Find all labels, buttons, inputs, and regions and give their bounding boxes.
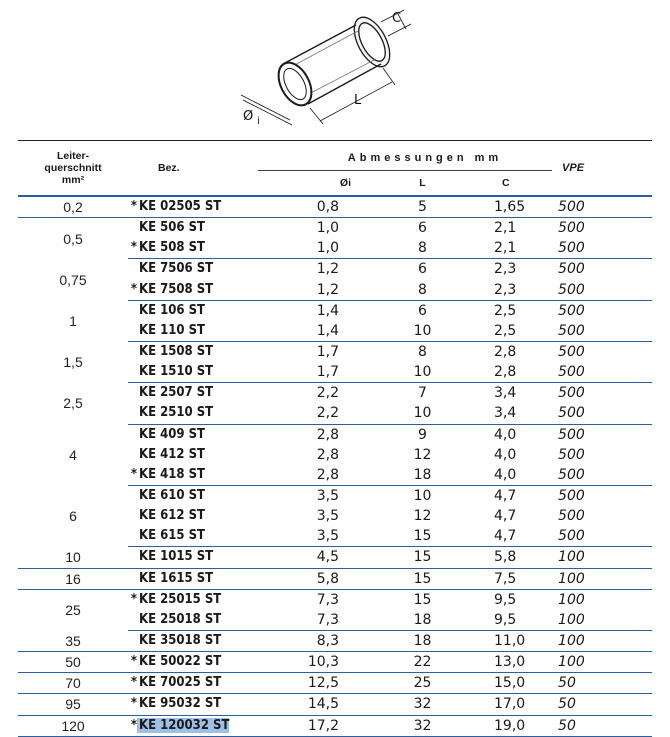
cell-vpe: 500	[558, 302, 585, 319]
cell-c: 13,0	[494, 652, 552, 673]
article-code: KE 615 ST	[139, 528, 206, 544]
cell-vpe: 100	[552, 547, 652, 568]
cell-l: 22	[351, 652, 494, 673]
cell-l: 6	[418, 261, 427, 278]
article-code: KE 418 ST	[139, 466, 206, 482]
cell-c: 2,3	[494, 280, 552, 301]
cell-bez	[128, 445, 238, 465]
cell-vpe: 500	[552, 321, 652, 342]
cell-c: 1,65	[494, 196, 552, 218]
cell-l: 5	[351, 196, 494, 218]
cell-l: 18	[351, 630, 494, 651]
table-row	[18, 300, 652, 321]
article-code: KE 106 ST	[139, 302, 206, 318]
cell-querschnitt: 10	[18, 547, 128, 568]
cell-l: 12	[413, 446, 432, 463]
table-row	[18, 547, 652, 568]
cell-bez	[128, 485, 238, 506]
cell-vpe: 500	[558, 344, 585, 361]
table-row	[18, 424, 652, 445]
cell-l: 8	[351, 280, 494, 301]
cell-querschnitt: 70	[18, 673, 128, 694]
article-code: KE 7508 ST	[139, 281, 214, 297]
cell-bez	[128, 341, 238, 362]
cell-vpe: 500	[558, 488, 585, 505]
cell-bez	[128, 403, 238, 424]
cell-bez	[128, 424, 238, 445]
cell-di: 7,3	[316, 591, 339, 608]
cell-di: 1,0	[316, 220, 339, 237]
cell-bez	[128, 568, 238, 589]
cell-querschnitt: 35	[18, 630, 128, 651]
article-code: KE 612 ST	[139, 508, 206, 524]
star-marker: *	[130, 281, 137, 297]
label-di: Ø	[243, 109, 254, 124]
table-row	[18, 218, 652, 239]
table-row	[18, 568, 652, 589]
star-marker: *	[130, 199, 137, 215]
table-row	[18, 673, 652, 694]
article-code: KE 110 ST	[139, 322, 206, 338]
star-marker: *	[130, 717, 137, 733]
cell-bez	[128, 259, 238, 280]
article-code: KE 120032 ST	[139, 717, 230, 733]
cell-bez	[128, 238, 238, 259]
star-marker: *	[130, 696, 137, 712]
cell-l: 15	[351, 526, 494, 547]
cell-vpe: 500	[552, 280, 652, 301]
article-code: KE 2507 ST	[139, 385, 214, 401]
cell-c: 2,5	[494, 302, 517, 319]
cell-di: 5,8	[238, 568, 351, 589]
table-row	[18, 715, 652, 736]
star-marker: *	[130, 466, 137, 482]
cell-vpe: 100	[552, 610, 652, 631]
cell-l: 10	[351, 403, 494, 424]
article-code: KE 02505 ST	[139, 199, 222, 215]
cell-vpe: 500	[558, 385, 585, 402]
cell-l: 32	[351, 694, 494, 715]
cell-bez	[128, 218, 238, 239]
cell-di: 8,3	[238, 630, 351, 651]
table-row	[18, 196, 652, 218]
article-code: KE 50022 ST	[139, 654, 222, 670]
cell-di: 1,4	[316, 302, 339, 319]
cell-c: 19,0	[494, 715, 552, 736]
table-row	[18, 383, 652, 404]
cell-di: 14,5	[238, 694, 351, 715]
cell-bez	[128, 715, 238, 736]
cell-l: 6	[418, 302, 427, 319]
cell-l: 10	[413, 488, 432, 505]
cell-l: 9	[418, 426, 427, 443]
cell-c: 2,1	[494, 238, 552, 259]
cell-vpe: 50	[552, 715, 652, 736]
cell-bez	[128, 630, 238, 651]
cell-l: 12	[413, 508, 432, 525]
cell-bez	[128, 300, 238, 321]
cell-querschnitt: 0,2	[18, 196, 128, 218]
cell-bez	[128, 652, 238, 673]
table-row	[18, 485, 652, 506]
cell-c: 2,1	[494, 220, 517, 237]
header-querschnitt-text: Leiter- querschnitt mm²	[44, 150, 102, 186]
cell-c: 4,7	[494, 526, 552, 547]
cell-bez	[128, 506, 238, 526]
article-code: KE 1508 ST	[139, 344, 214, 360]
star-marker: *	[130, 240, 137, 256]
table-row	[18, 630, 652, 651]
cell-l: 32	[351, 715, 494, 736]
cell-c: 2,8	[494, 344, 517, 361]
cell-di: 3,5	[316, 488, 339, 505]
cell-bez	[128, 673, 238, 694]
cell-vpe: 500	[558, 220, 585, 237]
star-marker: *	[130, 675, 137, 691]
cell-c: 11,0	[494, 630, 552, 651]
cell-querschnitt: 16	[18, 568, 128, 589]
cell-di: 1,7	[316, 344, 339, 361]
cell-c: 2,5	[494, 321, 552, 342]
article-code: KE 1015 ST	[139, 549, 214, 565]
cell-bez	[128, 280, 238, 301]
cell-c: 3,4	[494, 403, 552, 424]
cell-c: 9,5	[494, 591, 517, 608]
star-marker: *	[130, 654, 137, 670]
cell-querschnitt: 1	[69, 312, 77, 329]
cell-c: 5,8	[494, 547, 552, 568]
table-row	[18, 694, 652, 715]
cell-bez	[128, 321, 238, 342]
cell-querschnitt: 6	[69, 508, 77, 525]
cell-l: 25	[351, 673, 494, 694]
cell-c: 17,0	[494, 694, 552, 715]
article-code: KE 25018 ST	[139, 611, 222, 627]
cell-l: 15	[351, 547, 494, 568]
cell-c: 9,5	[494, 610, 552, 631]
cell-bez	[128, 383, 238, 404]
cell-bez	[128, 589, 238, 610]
cell-querschnitt: 0,75	[59, 271, 87, 288]
cell-querschnitt: 95	[18, 694, 128, 715]
cell-bez	[128, 465, 238, 486]
table-row	[18, 652, 652, 673]
cell-c: 15,0	[494, 673, 552, 694]
article-code: KE 508 ST	[139, 240, 206, 256]
article-code: KE 7506 ST	[139, 261, 214, 277]
header-abmessungen-text: Abmessungen mm	[347, 152, 503, 164]
cell-vpe: 500	[552, 403, 652, 424]
cell-vpe: 50	[552, 694, 652, 715]
star-marker: *	[130, 591, 137, 607]
cell-c: 4,7	[494, 488, 517, 505]
ferrule-table	[18, 140, 652, 737]
cell-querschnitt: 25	[65, 602, 81, 619]
cell-vpe: 500	[552, 238, 652, 259]
cell-di: 2,8	[316, 426, 339, 443]
cell-l: 10	[351, 321, 494, 342]
cell-bez	[128, 694, 238, 715]
cell-l: 18	[351, 465, 494, 486]
header-di: Øi	[238, 171, 351, 196]
cell-c: 2,3	[494, 261, 517, 278]
cell-bez	[128, 526, 238, 547]
cell-c: 7,5	[494, 568, 552, 589]
cell-di: 1,7	[238, 362, 351, 383]
label-l: L	[354, 93, 362, 108]
cell-querschnitt: 0,5	[63, 230, 83, 247]
cell-di: 3,5	[238, 526, 351, 547]
article-code: KE 1615 ST	[139, 570, 214, 586]
cell-c: 3,4	[494, 385, 517, 402]
cell-vpe: 50	[552, 673, 652, 694]
cell-l: 6	[418, 220, 427, 237]
header-vpe: VPE	[552, 141, 652, 197]
cell-di: 10,3	[238, 652, 351, 673]
cell-bez	[128, 196, 238, 218]
cell-querschnitt: 2,5	[63, 395, 83, 412]
cell-vpe: 500	[552, 526, 652, 547]
label-di-sub: i	[257, 116, 260, 127]
cell-l: 18	[351, 610, 494, 631]
cell-l: 15	[351, 568, 494, 589]
table-body	[18, 196, 652, 736]
cell-l: 15	[413, 591, 432, 608]
article-code: KE 409 ST	[139, 426, 206, 442]
cell-vpe: 500	[558, 426, 585, 443]
cell-c: 2,8	[494, 362, 552, 383]
article-code: KE 610 ST	[139, 488, 206, 504]
article-code: KE 35018 ST	[139, 633, 222, 649]
cell-c: 4,0	[494, 465, 552, 486]
table-row	[18, 341, 652, 362]
table-row	[18, 259, 652, 280]
label-c: C	[392, 11, 402, 26]
cell-l: 8	[351, 238, 494, 259]
header-bez: Bez.	[128, 141, 238, 197]
cell-vpe: 500	[552, 196, 652, 218]
cell-di: 7,3	[238, 610, 351, 631]
article-code: KE 95032 ST	[139, 696, 222, 712]
cell-di: 0,8	[238, 196, 351, 218]
cell-di: 17,2	[238, 715, 351, 736]
ferrule-diagram	[0, 0, 670, 140]
cell-c: 4,0	[494, 446, 517, 463]
cell-vpe: 100	[558, 591, 585, 608]
header-abmessungen	[238, 141, 552, 172]
cell-di: 1,2	[238, 280, 351, 301]
cell-vpe: 500	[558, 446, 585, 463]
cell-vpe: 500	[558, 508, 585, 525]
cell-querschnitt: 50	[18, 652, 128, 673]
cell-vpe: 100	[552, 652, 652, 673]
cell-c: 4,0	[494, 426, 517, 443]
cell-c: 4,7	[494, 508, 517, 525]
cell-di: 2,8	[238, 465, 351, 486]
cell-vpe: 500	[552, 362, 652, 383]
cell-bez	[128, 547, 238, 568]
article-code: KE 412 ST	[139, 446, 206, 462]
cell-di: 1,4	[238, 321, 351, 342]
header-querschnitt	[18, 141, 128, 197]
cell-di: 1,2	[316, 261, 339, 278]
cell-querschnitt: 1,5	[63, 354, 83, 371]
cell-vpe: 500	[558, 261, 585, 278]
cell-querschnitt: 4	[69, 446, 77, 463]
article-code: KE 70025 ST	[139, 675, 222, 691]
cell-vpe: 500	[552, 465, 652, 486]
cell-l: 7	[418, 385, 427, 402]
cell-di: 12,5	[238, 673, 351, 694]
cell-di: 2,2	[316, 385, 339, 402]
cell-querschnitt: 120	[18, 715, 128, 736]
cell-di: 4,5	[238, 547, 351, 568]
cell-di: 2,2	[238, 403, 351, 424]
article-code: KE 1510 ST	[139, 364, 214, 380]
cell-di: 1,0	[238, 238, 351, 259]
article-code: KE 25015 ST	[139, 591, 222, 607]
header-c: C	[494, 171, 552, 196]
cell-vpe: 100	[552, 630, 652, 651]
cell-di: 3,5	[316, 508, 339, 525]
cell-l: 8	[418, 344, 427, 361]
cell-vpe: 100	[552, 568, 652, 589]
article-code: KE 506 ST	[139, 220, 206, 236]
cell-di: 2,8	[316, 446, 339, 463]
cell-bez	[128, 362, 238, 383]
cell-l: 10	[351, 362, 494, 383]
cell-bez	[128, 610, 238, 631]
table-row	[18, 589, 652, 610]
article-code: KE 2510 ST	[139, 405, 214, 421]
header-l: L	[351, 171, 494, 196]
